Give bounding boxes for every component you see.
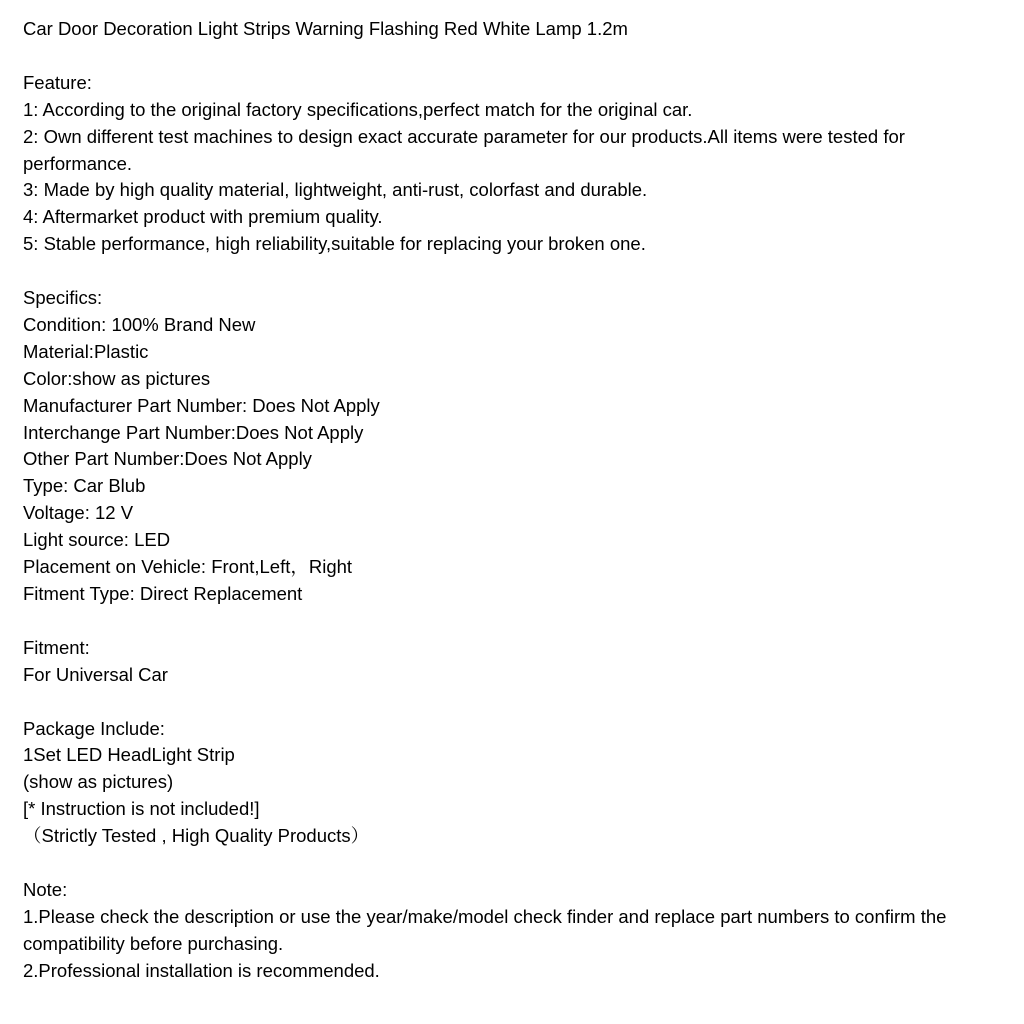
product-title: Car Door Decoration Light Strips Warning Flashing Red White Lamp 1.2m [23,18,628,39]
spec-fitment-type: Fitment Type: Direct Replacement [23,583,303,604]
note-item: 1.Please check the description or use the year/make/model check finder and replace part numbers to confirm the compatibility before purchasing. [23,905,952,954]
spacer [23,43,1003,70]
spec-material: Material:Plastic [23,340,149,362]
note-section [23,877,1003,985]
specifics-section [23,285,1003,608]
note-heading: Note: [23,878,68,900]
fitment-section [23,635,1003,689]
feature-item: 4: Aftermarket product with premium quality. [23,206,383,228]
fitment-heading: Fitment: [23,636,90,658]
feature-item: 2: Own different test machines to design exact accurate parameter for our products.All items were tested for performance. [23,125,911,174]
package-item: 1Set LED HeadLight Strip [23,744,235,766]
spacer [23,689,1003,716]
feature-item: 1: According to the original factory specifications,perfect match for the original car. [23,98,693,120]
spec-light-source: Light source: LED [23,529,171,551]
package-item: （Strictly Tested , High Quality Products） [23,825,370,847]
spec-condition: Condition: 100% Brand New [23,313,256,335]
spec-interchange-part-number: Interchange Part Number:Does Not Apply [23,421,364,443]
feature-item: 3: Made by high quality material, lightweight, anti-rust, colorfast and durable. [23,179,648,201]
spacer [23,850,1003,877]
specifics-heading: Specifics: [23,287,103,309]
spec-manufacturer-part-number: Manufacturer Part Number: Does Not Apply [23,394,380,416]
spec-other-part-number: Other Part Number:Does Not Apply [23,448,312,470]
spec-type: Type: Car Blub [23,475,146,497]
spacer [23,608,1003,635]
feature-heading: Feature: [23,71,92,93]
spec-color: Color:show as pictures [23,367,211,389]
package-item: (show as pictures) [23,771,174,793]
package-section [23,716,1003,851]
product-description [23,16,1003,985]
package-heading: Package Include: [23,717,165,739]
spec-voltage: Voltage: 12 V [23,502,134,524]
note-item: 2.Professional installation is recommended. [23,959,380,981]
feature-section [23,70,1003,258]
spacer [23,258,1003,285]
fitment-item: For Universal Car [23,663,168,685]
package-item: [* Instruction is not included!] [23,798,260,820]
spec-placement: Placement on Vehicle: Front,Left，Right [23,556,353,578]
feature-item: 5: Stable performance, high reliability,suitable for replacing your broken one. [23,233,646,255]
